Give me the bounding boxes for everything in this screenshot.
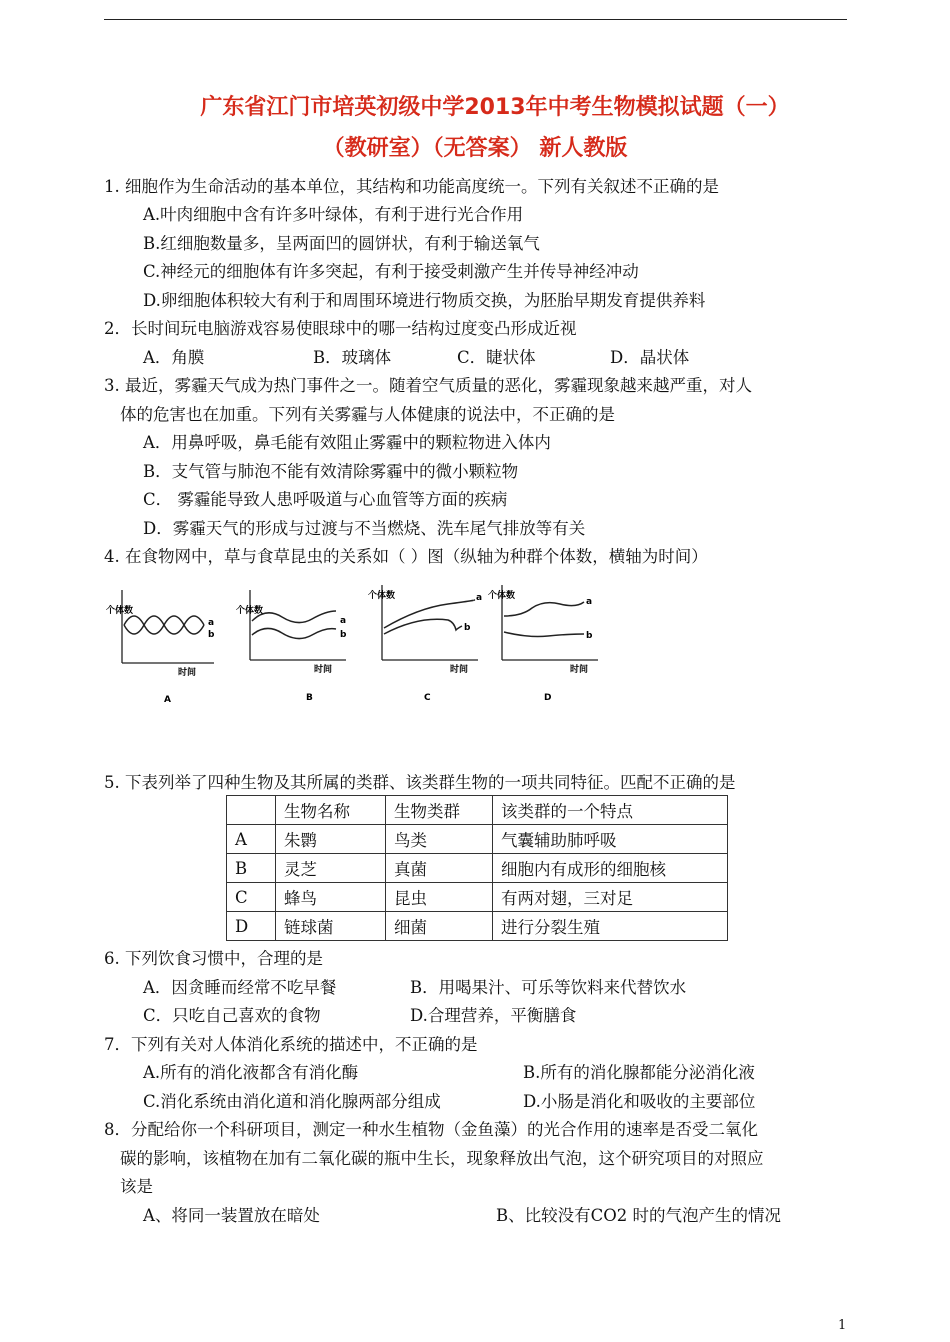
table-cell: C bbox=[227, 883, 276, 912]
graph-d-ylabel: 个体数 bbox=[488, 591, 516, 601]
q8-option-a: A、将同一装置放在暗处 bbox=[143, 1206, 320, 1225]
q7-option-c: C.消化系统由消化道和消化腺两部分组成 bbox=[143, 1092, 441, 1111]
table-cell: 鸟类 bbox=[386, 825, 493, 854]
graph-a-xlabel: 时间 bbox=[178, 668, 197, 678]
q2-stem: 2．长时间玩电脑游戏容易使眼球中的哪一结构过度变凸形成近视 bbox=[104, 319, 577, 338]
q7-option-a: A.所有的消化液都含有消化酶 bbox=[143, 1063, 359, 1082]
graph-d-series-b: b bbox=[586, 631, 593, 641]
table-header-cell: 该类群的一个特点 bbox=[493, 796, 728, 825]
graph-a-series-b: b bbox=[208, 630, 215, 640]
q7-option-d: D.小肠是消化和吸收的主要部位 bbox=[523, 1092, 756, 1111]
table-cell: 进行分裂生殖 bbox=[493, 912, 728, 941]
graph-c-series-b: b bbox=[464, 623, 471, 633]
graph-a bbox=[104, 585, 224, 709]
table-cell: A bbox=[227, 825, 276, 854]
graph-d-label: D bbox=[544, 693, 552, 703]
graph-a-ylabel: 个体数 bbox=[106, 606, 134, 616]
q3-stem-line1: 3. 最近，雾霾天气成为热门事件之一。随着空气质量的恶化，雾霾现象越来越严重，对人 bbox=[104, 376, 752, 395]
table-cell: D bbox=[227, 912, 276, 941]
q8-stem-line1: 8．分配给你一个科研项目，测定一种水生植物（金鱼藻）的光合作用的速率是否受二氧化 bbox=[104, 1120, 758, 1139]
q3-option-a: A．用鼻呼吸，鼻毛能有效阻止雾霾中的颗粒物进入体内 bbox=[143, 433, 551, 452]
graph-b-ylabel: 个体数 bbox=[236, 606, 264, 616]
q2-option-d: D．晶状体 bbox=[610, 348, 690, 367]
q8-stem-line3: 该是 bbox=[120, 1177, 153, 1196]
table-row bbox=[227, 825, 728, 854]
q5-stem: 5. 下表列举了四种生物及其所属的类群、该类群生物的一项共同特征。匹配不正确的是 bbox=[104, 773, 736, 792]
graph-c-ylabel: 个体数 bbox=[368, 591, 396, 601]
q1-option-a: A.叶肉细胞中含有许多叶绿体，有利于进行光合作用 bbox=[143, 205, 524, 224]
q6-option-b: B．用喝果汁、可乐等饮料来代替饮水 bbox=[410, 978, 687, 997]
top-rule bbox=[104, 19, 847, 20]
table-row bbox=[227, 912, 728, 941]
q2-option-b: B．玻璃体 bbox=[313, 348, 392, 367]
page-title: 广东省江门市培英初级中学2013年中考生物模拟试题（一） bbox=[200, 95, 790, 120]
table-cell: 气囊辅助肺呼吸 bbox=[493, 825, 728, 854]
table-cell: 灵芝 bbox=[276, 854, 386, 883]
q4-stem: 4. 在食物网中，草与食草昆虫的关系如（ ）图（纵轴为种群个体数，横轴为时间） bbox=[104, 547, 708, 566]
table-header-cell: 生物名称 bbox=[276, 796, 386, 825]
q8-stem-line2: 碳的影响，该植物在加有二氧化碳的瓶中生长，现象释放出气泡，这个研究项目的对照应 bbox=[120, 1149, 764, 1168]
table-header-row bbox=[227, 796, 728, 825]
graph-c-label: C bbox=[424, 693, 431, 703]
q8-option-b: B、比较没有CO2 时的气泡产生的情况 bbox=[496, 1206, 782, 1225]
q1-stem: 1. 细胞作为生命活动的基本单位，其结构和功能高度统一。下列有关叙述不正确的是 bbox=[104, 177, 719, 196]
q3-option-b: B．支气管与肺泡不能有效清除雾霾中的微小颗粒物 bbox=[143, 462, 519, 481]
table-cell: 朱鹮 bbox=[276, 825, 386, 854]
graph-b-series-b: b bbox=[340, 630, 347, 640]
q1-option-c: C.神经元的细胞体有许多突起，有利于接受刺激产生并传导神经冲动 bbox=[143, 262, 639, 281]
page-subtitle: （教研室）（无答案） 新人教版 bbox=[322, 136, 628, 161]
graph-b-series-a: a bbox=[340, 616, 347, 626]
table-row bbox=[227, 854, 728, 883]
table-header-cell: 生物类群 bbox=[386, 796, 493, 825]
q7-option-b: B.所有的消化腺都能分泌消化液 bbox=[523, 1063, 755, 1082]
graph-d bbox=[488, 580, 608, 709]
graph-b-label: B bbox=[306, 693, 313, 703]
table-cell: 真菌 bbox=[386, 854, 493, 883]
table-cell: 细菌 bbox=[386, 912, 493, 941]
graph-a-label: A bbox=[164, 695, 171, 705]
q6-stem: 6. 下列饮食习惯中，合理的是 bbox=[104, 949, 323, 968]
q6-option-a: A．因贪睡而经常不吃早餐 bbox=[143, 978, 337, 997]
graph-d-xlabel: 时间 bbox=[570, 665, 589, 675]
table-cell: 细胞内有成形的细胞核 bbox=[493, 854, 728, 883]
q3-stem-line2: 体的危害也在加重。下列有关雾霾与人体健康的说法中，不正确的是 bbox=[120, 405, 615, 424]
graph-a-series-a: a bbox=[208, 618, 215, 628]
graph-c bbox=[368, 580, 488, 709]
q6-option-d: D.合理营养，平衡膳食 bbox=[410, 1006, 577, 1025]
table-cell: B bbox=[227, 854, 276, 883]
q7-stem: 7．下列有关对人体消化系统的描述中，不正确的是 bbox=[104, 1035, 478, 1054]
q3-option-c: C． 雾霾能导致人患呼吸道与心血管等方面的疾病 bbox=[143, 490, 508, 509]
q2-option-c: C．睫状体 bbox=[457, 348, 536, 367]
graph-d-series-a: a bbox=[586, 597, 593, 607]
q5-table bbox=[226, 795, 728, 941]
graph-b-xlabel: 时间 bbox=[314, 665, 333, 675]
q1-option-b: B.红细胞数量多，呈两面凹的圆饼状，有利于输送氧气 bbox=[143, 234, 540, 253]
table-header-cell bbox=[227, 796, 276, 825]
table-cell: 有两对翅，三对足 bbox=[493, 883, 728, 912]
table-row bbox=[227, 883, 728, 912]
q2-option-a: A．角膜 bbox=[143, 348, 205, 367]
graph-b bbox=[236, 585, 356, 709]
table-cell: 链球菌 bbox=[276, 912, 386, 941]
graph-c-xlabel: 时间 bbox=[450, 665, 469, 675]
table-cell: 昆虫 bbox=[386, 883, 493, 912]
q1-option-d: D.卵细胞体积较大有利于和周围环境进行物质交换，为胚胎早期发育提供养料 bbox=[143, 291, 706, 310]
table-cell: 蜂鸟 bbox=[276, 883, 386, 912]
q6-option-c: C．只吃自己喜欢的食物 bbox=[143, 1006, 321, 1025]
graph-c-series-a: a bbox=[476, 593, 483, 603]
page-number: 1 bbox=[838, 1318, 847, 1333]
q3-option-d: D．雾霾天气的形成与过渡与不当燃烧、洗车尾气排放等有关 bbox=[143, 519, 586, 538]
